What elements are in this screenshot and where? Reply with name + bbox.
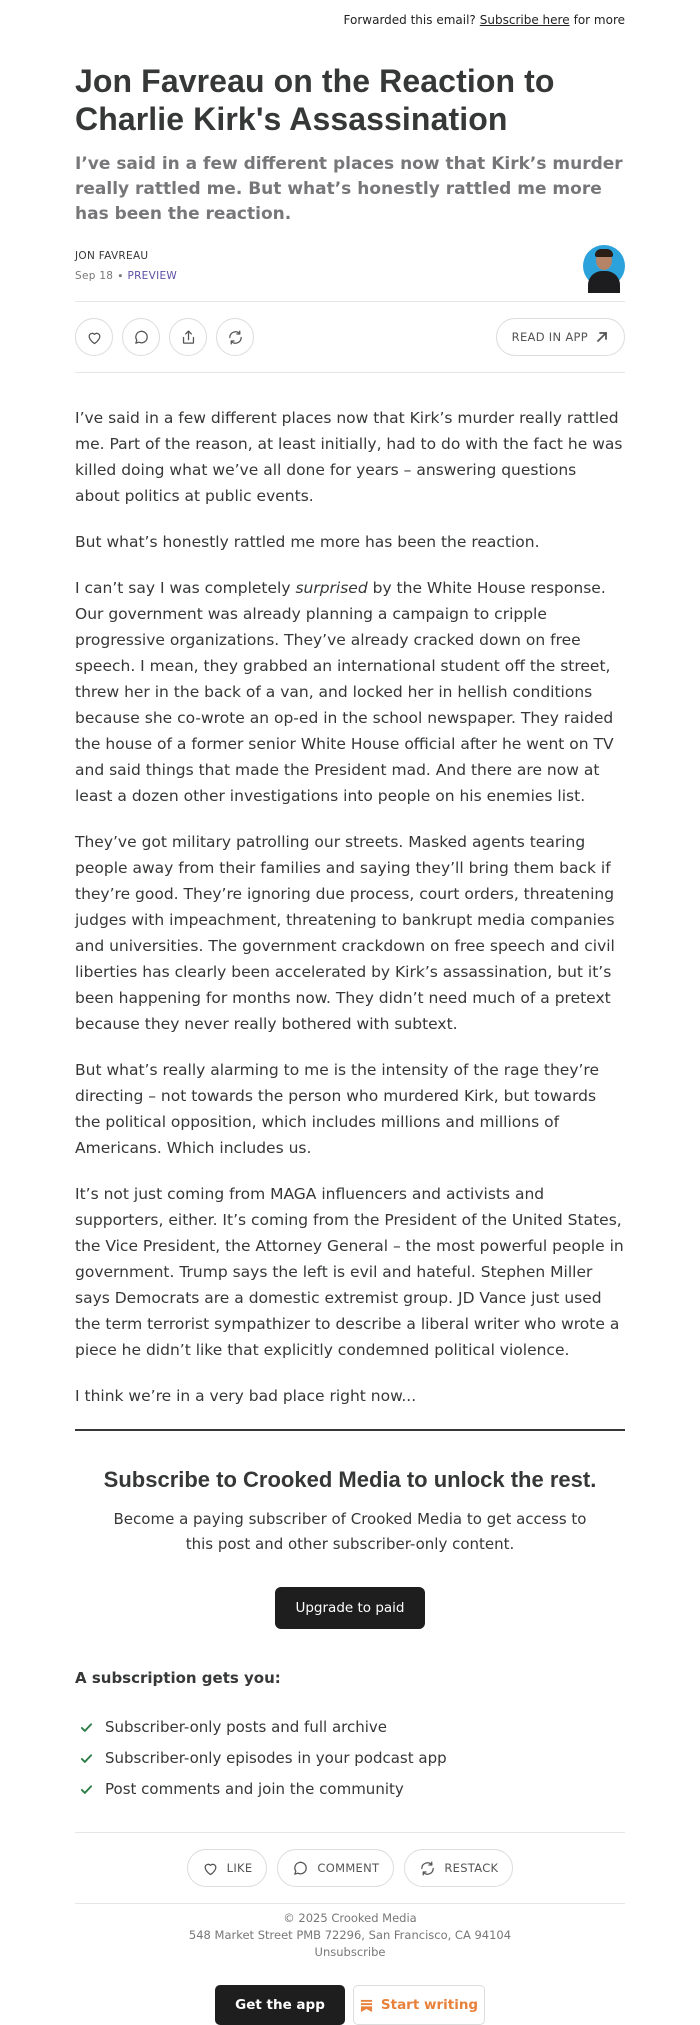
share-button[interactable] — [169, 318, 207, 356]
unsubscribe-link[interactable]: Unsubscribe — [314, 1945, 386, 1959]
copyright: © 2025 Crooked Media — [283, 1911, 417, 1925]
forward-suffix: for more — [573, 13, 625, 27]
list-item — [75, 1748, 625, 1768]
subscribe-here-link[interactable]: Subscribe here — [479, 13, 570, 27]
paragraph: I’ve said in a few different places now that Kirk’s murder really rattled me. Part of the reason, at least initially, had to do with the fact he was killed doing what we’ve all done for years – answering questions about politics at public events. — [75, 409, 623, 505]
footer-restack-button[interactable] — [404, 1849, 513, 1887]
restack-icon — [227, 329, 244, 346]
author-name[interactable]: JON FAVREAU — [75, 250, 149, 262]
paragraph-text: by the White House response. Our government was already planning a campaign to cripple progressive organizations. They’ve already cracked down on free speech. I mean, they grabbed an international student off the street, threw her in the back of a van, and locked her in hellish conditions because she co-wrote an op-ed in the school newspaper. They raided the house of a former senior White House official after he went on TV and said things that made the President mad. And there are now at least a dozen other investigations into people on his enemies list. — [75, 579, 614, 805]
restack-label: RESTACK — [444, 1861, 499, 1875]
forward-prefix: Forwarded this email? — [343, 13, 476, 27]
get-the-app-button[interactable]: Get the app — [215, 1985, 345, 2025]
share-icon — [180, 329, 197, 346]
post-body — [75, 405, 625, 1409]
post-date: Sep 18 — [75, 270, 114, 282]
paywall — [75, 1467, 625, 1629]
footer-action-bar — [75, 1832, 625, 1904]
like-label: LIKE — [226, 1861, 253, 1875]
post-title[interactable]: Jon Favreau on the Reaction to Charlie Kirk's Assassination — [75, 63, 555, 137]
post-action-bar — [75, 301, 625, 373]
legal-footer — [75, 1910, 625, 1961]
check-icon — [80, 1752, 93, 1765]
restack-button[interactable] — [216, 318, 254, 356]
list-item — [75, 1717, 625, 1737]
read-in-app-button[interactable] — [496, 318, 625, 356]
read-in-app-label: READ IN APP — [511, 330, 588, 344]
footer-like-button[interactable] — [187, 1849, 268, 1887]
paragraph: They’ve got military patrolling our streets. Masked agents tearing people away from their families and saying they’ll bring them back if they’re good. They’re ignoring due process, court orders, threatening judges with impeachment, threatening to bankrupt media companies and universities. The government crackdown on free speech and civil liberties has clearly been accelerated by Kirk’s assassination, but it’s been happening for months now. They didn’t need much of a pretext because they never really bothered with subtext. — [75, 833, 615, 1033]
paywall-pitch: Become a paying subscriber of Crooked Media to get access to this post and other subscriber-only content. — [113, 1510, 587, 1553]
preview-label: PREVIEW — [127, 270, 178, 282]
benefit-text: Subscriber-only episodes in your podcast app — [105, 1749, 447, 1767]
arrow-up-right-icon — [596, 331, 608, 343]
byline — [75, 245, 625, 287]
comment-icon — [292, 1860, 309, 1877]
post-subtitle: I’ve said in a few different places now that Kirk’s murder really rattled me. But what’s honestly rattled me more has been the reaction. — [75, 154, 623, 224]
substack-logo-icon — [360, 1999, 373, 2012]
paragraph: But what’s really alarming to me is the intensity of the rage they’re directing – not towards the person who murdered Kirk, but towards the political opposition, which includes millions and millions of Americans. Which includes us. — [75, 1061, 600, 1157]
paragraph: I think we’re in a very bad place right now... — [75, 1387, 417, 1405]
paragraph: It’s not just coming from MAGA influencers and activists and supporters, either. It’s coming from the President of the United States, the Vice President, the Attorney General – the most powerful people in government. Trump says the left is evil and hateful. Stephen Miller says Democrats are a domestic extremist group. JD Vance just used the term terrorist sympathizer to describe a liberal writer who wrote a piece he didn’t like that explicitly condemned political violence. — [75, 1185, 624, 1359]
check-icon — [80, 1721, 93, 1734]
meta-separator: ∙ — [116, 270, 124, 282]
postal-address: 548 Market Street PMB 72296, San Francisco, CA 94104 — [188, 1928, 512, 1942]
paywall-divider — [75, 1429, 625, 1431]
forward-bar — [0, 0, 700, 40]
paragraph — [75, 575, 625, 809]
footer-comment-button[interactable] — [277, 1849, 394, 1887]
paragraph: But what’s honestly rattled me more has been the reaction. — [75, 533, 540, 551]
list-item — [75, 1779, 625, 1799]
paragraph-text: I can’t say I was completely — [75, 579, 296, 597]
heart-icon — [202, 1860, 219, 1877]
start-writing-label: Start writing — [380, 1997, 479, 2013]
upgrade-to-paid-button[interactable]: Upgrade to paid — [275, 1587, 424, 1629]
post-meta — [75, 270, 177, 282]
benefit-text: Post comments and join the community — [105, 1780, 404, 1798]
post-content — [75, 62, 625, 2025]
benefits-title: A subscription gets you: — [75, 1669, 281, 1687]
benefits-list — [75, 1717, 625, 1799]
app-cta-row — [75, 1985, 625, 2025]
restack-icon — [419, 1860, 436, 1877]
author-avatar[interactable] — [583, 245, 625, 287]
comment-icon — [133, 329, 150, 346]
like-button[interactable] — [75, 318, 113, 356]
comment-button[interactable] — [122, 318, 160, 356]
comment-label: COMMENT — [317, 1861, 380, 1875]
start-writing-button[interactable] — [353, 1985, 485, 2025]
paywall-heading: Subscribe to Crooked Media to unlock the rest. — [103, 1467, 597, 1492]
check-icon — [80, 1783, 93, 1796]
emphasized-text: surprised — [295, 579, 368, 597]
benefit-text: Subscriber-only posts and full archive — [105, 1718, 388, 1736]
heart-icon — [86, 329, 103, 346]
